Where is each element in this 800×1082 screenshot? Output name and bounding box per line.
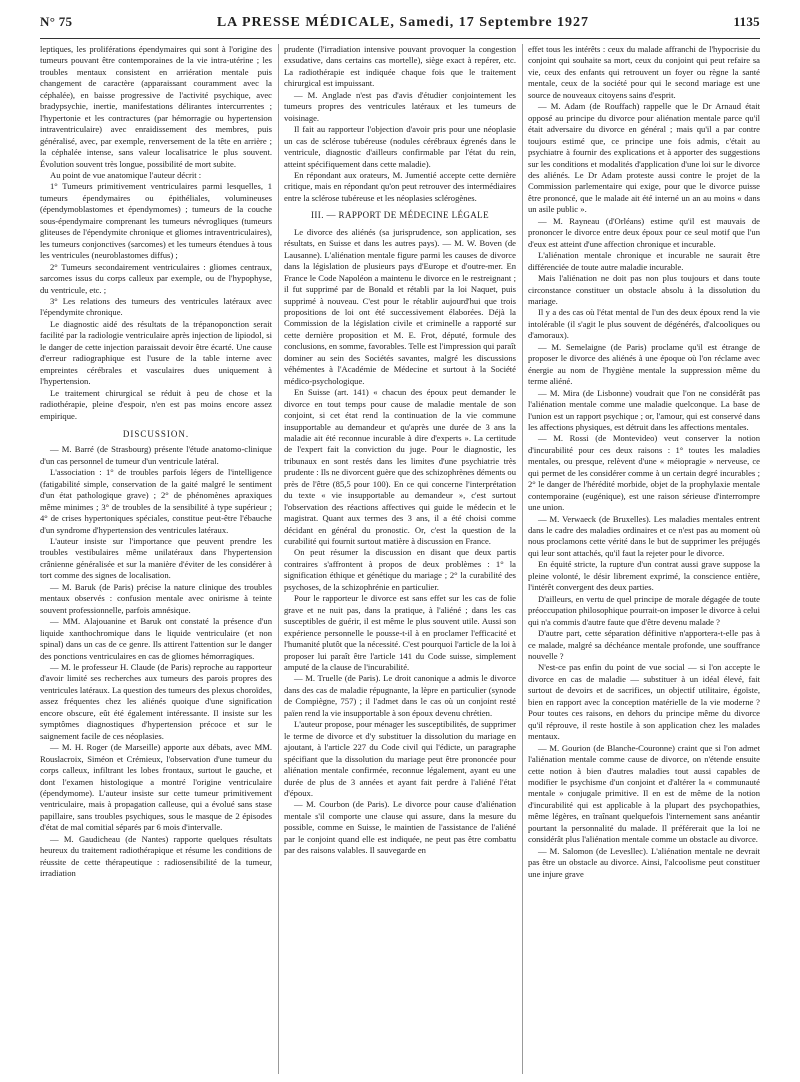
- paragraph: Le traitement chirurgical se réduit à peu de chose et la radiothérapie, pleine d'espoir, n'en est pas moins encore assez empirique.: [40, 387, 272, 421]
- page-number: 1135: [733, 14, 760, 29]
- paragraph: — M. le professeur H. Claude (de Paris) reproche au rapporteur d'avoir limité ses recherches aux tumeurs des parois propres des ventricules latéraux. La question des tumeurs des plexus choroïdes, assez fréquentes chez les aliénés quoique d'une signification encore obscure, eût été également intéressante. Il insiste sur les symptômes diagnostiques d'hypertension précoce et sur le saignement facile de ces néoplasies.: [40, 662, 272, 741]
- paragraph: — M. Anglade n'est pas d'avis d'étudier conjointement les tumeurs propres des ventricules latéraux et les tumeurs de voisinage.: [284, 89, 516, 123]
- paragraph: prudente (l'irradiation intensive pouvant provoquer la congestion exsudative, dans certains cas mortelle), siège exact à repérer, etc. La radiothérapie est indiquée chaque fois que le traitement chirurgical est impuissant.: [284, 44, 516, 89]
- paragraph: D'ailleurs, en vertu de quel principe de morale dégagée de toute préoccupation philosophique pourrait-on imposer le divorce à celui qui n'a commis d'autre faute que d'être devenu malade ?: [528, 593, 760, 627]
- paragraph: Le divorce des aliénés (sa jurisprudence, son application, ses résultats, en Suisse et dans les autres pays). — M. W. Boven (de Lausanne). L'aliénation mentale figure parmi les causes de divorce dans la législation de plusieurs pays d'Europe et d'outre-mer. En France le Code Napoléon a maintenu le divorce en le restreignant ; il fut supprimé par de Bonald et rétabli par la loi Naquet, puis supprimé à nouveau. C'est pour le rétablir aujourd'hui que trois propositions de loi ont été successivement élaborées. Déjà la Commission de la législation civile et criminelle a rapporté sur cette dernière proposition et M. E. Frot, député, formule des conclusions, en somme, favorables. Telle est l'impression qui paraît dominer au sein des Sociétés savantes, malgré les discussions véhémentes à l'Académie de Médecine et surtout à la Société médico-psychologique.: [284, 226, 516, 386]
- paragraph: — M. Mira (de Lisbonne) voudrait que l'on ne considérât pas l'aliénation mentale comme une maladie quelconque. La base de l'union est un rapport psychique ; or, l'amour, qui est conservé dans les affections physiques, est détruit dans les affections mentales.: [528, 387, 760, 432]
- column-divider: [278, 44, 279, 1074]
- paragraph: 2° Tumeurs secondairement ventriculaires : gliomes centraux, sarcomes issus du corps calleux par exemple, ou de l'hypophyse, du ventricule, etc. ;: [40, 261, 272, 295]
- paragraph: effet tous les intérêts : ceux du malade affranchi de l'hypocrisie du conjoint qui souhaite sa mort, ceux du conjoint qui peut refaire sa vie, ceux des enfants qui retrouvent un foyer ou règne la santé mentale, ceux de la société pour qui le second mariage est une source de nouveaux citoyens sains d'esprit.: [528, 44, 760, 100]
- paragraph: 3° Les relations des tumeurs des ventricules latéraux avec l'épendymite chronique.: [40, 295, 272, 318]
- paragraph: En répondant aux orateurs, M. Jumentié accepte cette dernière critique, mais en répondant qu'on peut retrouver des intermédiaires entre la sclérose tubéreuse et les néoplasies sclérogènes.: [284, 169, 516, 203]
- issue-number: N° 75: [40, 14, 73, 29]
- paragraph: En équité stricte, la rupture d'un contrat aussi grave suppose la pleine volonté, le désir librement exprimé, la conscience entière, l'intérêt convergent des deux parties.: [528, 559, 760, 593]
- paragraph: — M. Courbon (de Paris). Le divorce pour cause d'aliénation mentale s'il comporte une clause qui assure, dans la mesure du possible, comme en Suisse, le maintien de l'assistance de l'aliéné par le conjoint quand elle est indiquée, ne peut pas être combattu par des raisons valables. Il sauvegarde en: [284, 799, 516, 856]
- column-divider: [522, 44, 523, 1074]
- paragraph: — M. Barré (de Strasbourg) présente l'étude anatomo-clinique d'un cas personnel de tumeur d'un ventricule latéral.: [40, 444, 272, 466]
- masthead-title: LA PRESSE MÉDICALE, Samedi, 17 Septembre 1927: [216, 15, 590, 30]
- paragraph: On peut résumer la discussion en disant que deux partis contraires s'affrontent à propos de deux problèmes : 1° la signification éthique et génétique du mariage ; 2° la curabilité des psychoses, de la schizophrénie en particulier.: [284, 547, 516, 592]
- paragraph: — M. Baruk (de Paris) précise la nature clinique des troubles mentaux observés : confusion mentale avec onirisme à teinte souvent professionnelle, parfois amnésique.: [40, 581, 272, 615]
- page-header: [40, 14, 760, 36]
- paragraph: — M. Verwaeck (de Bruxelles). Les maladies mentales entrent dans le cadre des maladies ordinaires et ce n'est pas au moment où nous proclamons cette vérité dans le but de supprimer les préjugés qui leur sont attachés, qu'il faut la rejeter pour le divorce.: [528, 513, 760, 558]
- paragraph: Au point de vue anatomique l'auteur décrit :: [50, 169, 202, 180]
- paragraph: En Suisse (art. 141) « chacun des époux peut demander le divorce en tout temps pour cause de maladie mentale de son conjoint, si cet état rend la continuation de la vie commune insupportable au demandeur et qu'après une durée de 3 ans la maladie ait été reconnue incurable à dire d'experts ». La certitude de l'expert fait la conviction du juge. Pour le diagnostic, les tribunaux en sont restés dans les limites d'une psychiatrie très prudente : Ils ne divorcent guère que des schizophrènes déments ou près de l'être (85,5 pour 100). En ce qui concerne l'interprétation du texte « vie insupportable au demandeur », c'est surtout l'observation des réactions affectives qui guide le médecin et le magistrat. Quant aux termes des 3 ans, il a été choisi comme décidant en général du pronostic. Or, c'est la question de la curabilité qui fournit surtout matière à discussion en France.: [284, 387, 516, 547]
- section-heading: DISCUSSION.: [122, 428, 190, 439]
- paragraph: 1° Tumeurs primitivement ventriculaires parmi lesquelles, 1 tumeurs épendymaires ou épithéliales, volumineuses (épendymoblastomes et épendymomes) ; tumeurs de la couche sous-épendymaire comprenant les tumeurs névrogliques (tumeurs gliteuses de l'épendymite chronique et gliomes intraventriculaires), les tumeurs conjonctives (sarcomes) et les tumeurs étendues à tous les ventricules (neuroblastomes diffus) ;: [40, 181, 272, 261]
- column-2: [284, 44, 516, 1074]
- paragraph: — M. Truelle (de Paris). Le droit canonique a admis le divorce dans des cas de maladie répugnante, la lèpre en particulier (synode de Compiègne, 757) ; il l'admet dans le cas où un conjoint resté païen rend la vie insupportable à son époux devenu chrétien.: [284, 673, 516, 718]
- paragraph: Il y a des cas où l'état mental de l'un des deux époux rend la vie intolérable (il s'agit le plus souvent de dégénérés, d'alcooliques ou d'amoraux).: [528, 307, 760, 341]
- paragraph: D'autre part, cette séparation définitive n'apportera-t-elle pas à ce malade, malgré sa déchéance mentale profonde, une souffrance nouvelle ?: [528, 628, 760, 662]
- paragraph: L'association : 1° de troubles parfois légers de l'intelligence (fatigabilité simple, conservation de la gaité malgré le sentiment d'un état pathologique grave) ; 2° de phénomènes apraxiques même minimes ; 3° de troubles de la sensibilité à type supérieur ; 4° de crises hypertoniques spéciales, constitue peut-être l'ébauche d'un syndrome d'hypertension des ventricules latéraux.: [40, 467, 272, 535]
- paragraph: L'auteur insiste sur l'importance que peuvent prendre les troubles vestibulaires même unilatéraux dans l'hypertension crânienne généralisée et sur la manière d'éviter de les considérer à tort comme des signes de localisation.: [40, 536, 272, 581]
- paragraph: — M. Salomon (de Levesllec). L'aliénation mentale ne devrait pas être un obstacle au divorce. Ainsi, l'alcoolisme peut constituer une injure grave: [528, 845, 760, 879]
- paragraph: N'est-ce pas enfin du point de vue social — si l'on accepte le divorce en cas de maladie — substituer à un idéal élevé, fait surtout de devoirs et de sacrifices, un objectif utilitaire, égoïste, bien en rapport avec la conception matérielle de la vie moderne ? Pour toutes ces raisons, en dehors du principe même du divorce qu'il réprouve, il reste hostile à son application chez les malades mentaux.: [528, 662, 760, 742]
- paragraph: — M. Rayneau (d'Orléans) estime qu'il est mauvais de prononcer le divorce entre deux époux pour ce seul motif que l'un d'eux est atteint d'une affection chronique et incurable.: [528, 215, 760, 249]
- paragraph: — M. H. Roger (de Marseille) apporte aux débats, avec MM. Rouslacroix, Siméon et Crémieux, l'observation d'une tumeur du corps calleux, infiltrant les lobes frontaux, surtout le gauche, et dont l'examen histologique a montré l'origine ventriculaire (épendymome). L'auteur insiste sur cette tumeur primitivement ventriculaire, mais à propagation calleuse, qui a évolué sans stase papillaire, sans troubles psychiques, sous le masque de 2 épisodes d'état de mal comitial séparés par 6 mois d'intervalle.: [40, 742, 272, 833]
- paragraph: — M. Rossi (de Montevideo) veut conserver la notion d'incurabilité pour ces deux raisons : 1° toutes les maladies mentales, ou presque, relèvent d'une « méiopragie » nerveuse, ce qui permet de les considérer comme à un certain degré incurables ; 2° le danger de l'hérédité morbide, objet de la prophylaxie mentale contemporaine (eugénique), est une raison sérieuse d'interrompre une union.: [528, 433, 760, 513]
- paragraph: — M. Adam (de Rouffach) rappelle que le Dr Arnaud était opposé au principe du divorce pour aliénation mentale parce qu'il était adversaire du divorce en général ; mais qu'il a par contre toujours estimé que, ce principe une fois admis, c'était au psychiatre à fournir des explications et à apporter des suggestions sur les conditions et modalités d'application d'une loi sur le divorce des aliénés. Le Dr Adam proteste aussi contre le projet de la Commission parlementaire qui exige, pour que le divorce puisse être prononcé, que le malade ait été interné un an au moins « dans un asile public ».: [528, 101, 760, 215]
- section-heading: III. — RAPPORT DE MÉDECINE LÉGALE: [311, 210, 489, 221]
- column-3: [528, 44, 760, 1074]
- paragraph: Le diagnostic aidé des résultats de la trépanoponction serait facilité par la radiologie ventriculaire après injection de lipiodol, si le danger de cette injection paraissait devoir être écarté. Une cause d'erreur radiographique est l'usure de la table interne avec empreintes cérébrales et vasculaires dues uniquement à l'hypertension.: [40, 318, 272, 387]
- paragraph: leptiques, les proliférations épendymaires qui sont à l'origine des tumeurs pouvant être contemporaines de la vie intra-utérine ; les troubles mentaux consistent en arriération mentale puis changement de caractère (apparaissant couramment avec la céphalée), en baisse progressive de l'activité psychique, avec bradypsychie, inertie, manifestations délirantes intercurrentes ; l'hypertonie et les contractures (par hémorragie ou hypertension intraventriculaire) avec enraidissement des membres, puis généralisé, avec, par exemple, renversement de la tête en arrière ; la céphalée intense, sans valeur localisatrice le plus souvent. Évolution souvent très longue, possibilité de mort subite.: [40, 44, 272, 169]
- paragraph: L'aliénation mentale chronique et incurable ne saurait être différenciée de toute autre maladie incurable.: [528, 250, 760, 272]
- paragraph: — M. Gourion (de Blanche-Couronne) craint que si l'on admet l'aliénation mentale comme cause de divorce, on n'étende ensuite cette notion à bien d'autres maladies tout aussi capables de modifier le psychisme d'un conjoint et d'altérer la « communauté mentale » conjugale primitive. Il en est de même de la notion d'incurabilité qui est applicable à la plupart des psychopathies, même légères, en traînant quelquefois l'internement sans anéantir pourtant la personnalité du malade. Il préférerait que la loi ne considérât plus l'aliénation mentale comme un obstacle au divorce.: [528, 742, 760, 845]
- column-1: [40, 44, 272, 1074]
- paragraph: Il fait au rapporteur l'objection d'avoir pris pour une néoplasie un cas de sclérose tubéreuse (nodules cérébraux égrenés dans le ventricule, diagnostic d'ailleurs confirmable par l'état du rein, atteint spécifiquement dans cette maladie).: [284, 124, 516, 169]
- paragraph: — MM. Alajouanine et Baruk ont constaté la présence d'un liquide xanthochromique dans le liquide ventriculaire (et non spinal) dans un cas de ce genre. Ils attirent l'attention sur le danger des ponctions ventriculaires en cas de gliomes hémorragiques.: [40, 616, 272, 661]
- paragraph: Pour le rapporteur le divorce est sans effet sur les cas de folie grave et ne nuit pas, dans la pratique, à l'aliéné ; dans les cas susceptibles de guérir, il est même le plus souvent utile. Aussi son expérience personnelle le pousse-t-il à en proclamer l'efficacité et l'humanité plutôt que la nécessité. C'est pourquoi l'article de la loi à proposer lui paraît être l'article 141 du Code suisse, simplement amputé de la clause de l'incurabilité.: [284, 593, 516, 673]
- paragraph: — M. Gaudicheau (de Nantes) rapporte quelques résultats heureux du traitement radiothérapique et résume les conditions de réussite de cette thérapeutique : radiosensibilité de la tumeur, irradiation: [40, 833, 272, 879]
- paragraph: L'auteur propose, pour ménager les susceptibilités, de supprimer le terme de divorce et d'y substituer la dissolution du mariage en ajoutant, à l'article 227 du Code civil qui l'édicte, un paragraphe spécifiant que la dissolution du mariage peut être prononcée pour aliénation mentale confirmée, reconnue légalement, ayant eu une durée de plus de 3 années et ayant fait perdre à l'aliéné l'état d'époux.: [284, 719, 516, 798]
- paragraph: Mais l'aliénation ne doit pas non plus toujours et dans toute circonstance constituer un obstacle absolu à la dissolution du mariage.: [528, 273, 760, 306]
- header-rule: [40, 38, 760, 39]
- paragraph: — M. Semelaigne (de Paris) proclame qu'il est étrange de proposer le divorce des aliénés à une époque où l'on réclame avec énergie au nom de l'hygiène mentale la suppression même du terme aliéné.: [528, 341, 760, 387]
